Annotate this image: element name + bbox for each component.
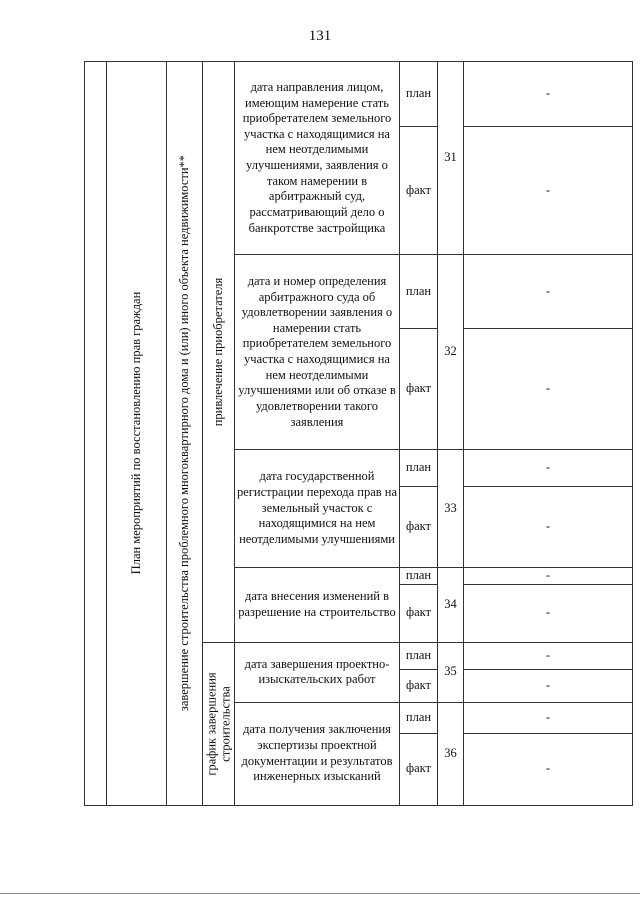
- row-36-plan-value: -: [464, 702, 633, 733]
- row-32-fact-value: -: [464, 329, 633, 450]
- row-33-number: 33: [438, 450, 464, 568]
- row-32-description: дата и номер определения арбитражного суда об удовлетворении заявления о намерении стать приобретателем земельного участка с находящимися на нем неотделимыми улучшениями или об отказе в удовлетворении такого заявления: [235, 255, 400, 450]
- row-35-fact-value: -: [464, 669, 633, 702]
- row-36-fact-label: факт: [400, 733, 438, 805]
- row-34-fact-value: -: [464, 584, 633, 642]
- plan-title: План мероприятий по восстановлению прав граждан: [128, 292, 143, 575]
- column-1-cell: [85, 62, 107, 806]
- row-32-number: 32: [438, 255, 464, 450]
- row-36-description: дата получения заключения экспертизы проектной документации и результатов инженерных изысканий: [235, 702, 400, 805]
- row-36-fact-value: -: [464, 733, 633, 805]
- row-35-plan-value: -: [464, 642, 633, 669]
- row-31-description: дата направления лицом, имеющим намерение стать приобретателем земельного участка с находящимися на нем неотделимыми улучшениями, заявления о таком намерении в арбитражный суд, рассматривающий дело о банкротстве застройщика: [235, 62, 400, 255]
- plan-title-cell: [107, 62, 167, 806]
- row-33-fact-value: -: [464, 487, 633, 568]
- stage-schedule-label: график завершения строительства: [204, 671, 233, 776]
- bottom-divider: [0, 893, 640, 894]
- row-35-number: 35: [438, 642, 464, 702]
- completion-title-cell: [167, 62, 203, 806]
- row-31-plan-value: -: [464, 62, 633, 127]
- row-34-number: 34: [438, 568, 464, 643]
- row-34-plan-label: план: [400, 568, 438, 585]
- row-33-plan-value: -: [464, 450, 633, 487]
- row-31-fact-value: -: [464, 127, 633, 255]
- stage-acquirer-label: привлечение приобретателя: [210, 277, 225, 427]
- row-32-plan-label: план: [400, 255, 438, 329]
- row-34-plan-value: -: [464, 568, 633, 585]
- row-35-description: дата завершения проектно-изыскательских работ: [235, 642, 400, 702]
- row-36-number: 36: [438, 702, 464, 805]
- row-35-plan-label: план: [400, 642, 438, 669]
- completion-title: завершение строительства проблемного многоквартирного дома и (или) иного объекта недвижимости**: [176, 155, 191, 712]
- page-number: 131: [308, 28, 332, 44]
- stage-schedule-cell: [203, 642, 235, 805]
- row-34-fact-label: факт: [400, 584, 438, 642]
- row-33-fact-label: факт: [400, 487, 438, 568]
- stage-acquirer-cell: [203, 62, 235, 643]
- row-35-fact-label: факт: [400, 669, 438, 702]
- row-32-plan-value: -: [464, 255, 633, 329]
- row-31-fact-label: факт: [400, 127, 438, 255]
- row-36-plan-label: план: [400, 702, 438, 733]
- plan-table: [84, 61, 633, 806]
- row-32-fact-label: факт: [400, 329, 438, 450]
- row-31-plan-label: план: [400, 62, 438, 127]
- row-31-number: 31: [438, 62, 464, 255]
- row-33-description: дата государственной регистрации перехода прав на земельный участок с находящимися на нем неотделимыми улучшениями: [235, 450, 400, 568]
- row-33-plan-label: план: [400, 450, 438, 487]
- row-34-description: дата внесения изменений в разрешение на строительство: [235, 568, 400, 643]
